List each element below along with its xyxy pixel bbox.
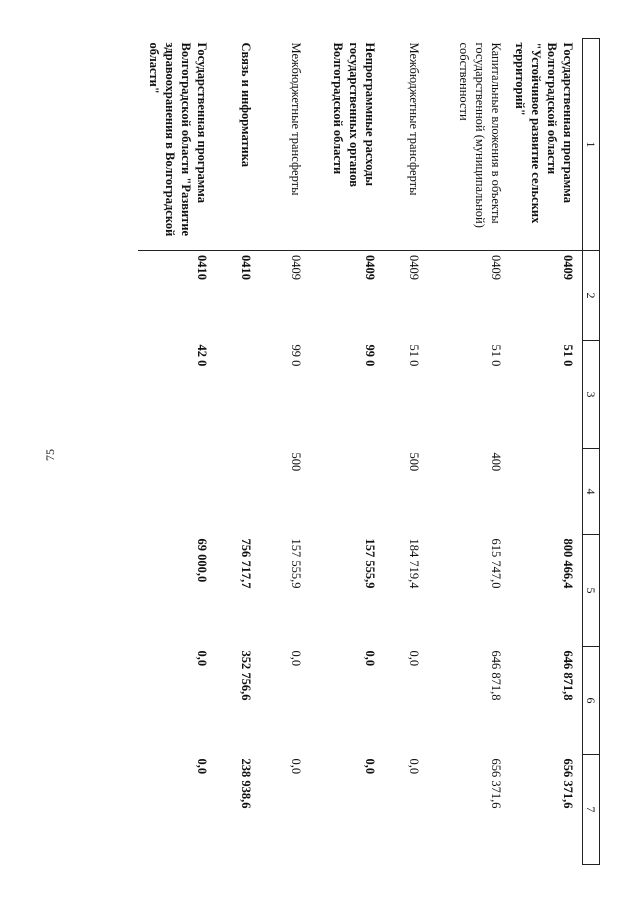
amount-col7: 656 371,6 bbox=[489, 758, 503, 809]
col-header-5: 5 bbox=[583, 535, 600, 647]
expense-type bbox=[210, 449, 254, 535]
amount-col7: 238 938,6 bbox=[239, 758, 253, 809]
row-name: Межбюджетные трансферты bbox=[382, 39, 422, 251]
rotated-budget-table bbox=[64, 38, 600, 864]
amount-col5: 157 555,9 bbox=[289, 538, 303, 589]
expense-type: 400 bbox=[489, 452, 503, 472]
program-code: 51 0 bbox=[489, 344, 503, 367]
section-code: 0409 bbox=[363, 255, 377, 280]
amount-col7: 656 371,6 bbox=[561, 758, 575, 809]
table-row bbox=[254, 39, 304, 865]
table-row bbox=[304, 39, 382, 865]
row-name: Межбюджетные трансферты bbox=[254, 39, 304, 251]
col-header-7: 7 bbox=[583, 755, 600, 865]
expense-type: 500 bbox=[289, 452, 303, 472]
table-row bbox=[382, 39, 422, 865]
section-code: 0410 bbox=[195, 255, 209, 280]
col-header-4: 4 bbox=[583, 449, 600, 535]
budget-table bbox=[138, 38, 600, 865]
amount-col6: 0,0 bbox=[195, 650, 209, 667]
table-row bbox=[422, 39, 504, 865]
expense-type bbox=[504, 449, 583, 535]
amount-col6: 0,0 bbox=[407, 650, 421, 667]
col-header-1: 1 bbox=[583, 39, 600, 251]
amount-col6: 646 871,8 bbox=[561, 650, 575, 701]
amount-col7: 0,0 bbox=[363, 758, 377, 775]
amount-col5: 69 000,0 bbox=[195, 538, 209, 583]
row-name: Государственная программа Волгоградской области "Развитие здравоохранения в Волгоградской области" bbox=[138, 39, 210, 251]
program-code: 99 0 bbox=[363, 344, 377, 367]
program-code: 99 0 bbox=[289, 344, 303, 367]
header-row bbox=[583, 39, 600, 865]
amount-col6: 352 756,6 bbox=[239, 650, 253, 701]
amount-col7: 0,0 bbox=[289, 758, 303, 775]
amount-col6: 646 871,8 bbox=[489, 650, 503, 701]
amount-col7: 0,0 bbox=[407, 758, 421, 775]
col-header-3: 3 bbox=[583, 341, 600, 449]
amount-col5: 184 719,4 bbox=[407, 538, 421, 589]
program-code bbox=[210, 341, 254, 449]
program-code: 42 0 bbox=[195, 344, 209, 367]
section-code: 0410 bbox=[239, 255, 253, 280]
row-name: Капитальные вложения в объекты государственной (муниципальной) собственности bbox=[422, 39, 504, 251]
amount-col5: 800 466,4 bbox=[561, 538, 575, 589]
table-row bbox=[138, 39, 210, 865]
expense-type: 500 bbox=[407, 452, 421, 472]
amount-col6: 0,0 bbox=[363, 650, 377, 667]
col-header-6: 6 bbox=[583, 647, 600, 755]
amount-col5: 615 747,0 bbox=[489, 538, 503, 589]
amount-col6: 0,0 bbox=[289, 650, 303, 667]
page-number: 75 bbox=[43, 449, 57, 461]
section-code: 0409 bbox=[489, 255, 503, 280]
amount-col5: 157 555,9 bbox=[363, 538, 377, 589]
row-name: Связь и информатика bbox=[210, 39, 254, 251]
expense-type bbox=[138, 449, 210, 535]
section-code: 0409 bbox=[561, 255, 575, 280]
amount-col7: 0,0 bbox=[195, 758, 209, 775]
row-name: Государственная программа Волгоградской области "Устойчивое развитие сельских территорий" bbox=[504, 39, 583, 251]
program-code: 51 0 bbox=[561, 344, 575, 367]
table-row bbox=[210, 39, 254, 865]
amount-col5: 756 717,7 bbox=[239, 538, 253, 589]
row-name: Непрограммные расходы государственных органов Волгоградской области bbox=[304, 39, 382, 251]
table-row bbox=[504, 39, 583, 865]
section-code: 0409 bbox=[289, 255, 303, 280]
section-code: 0409 bbox=[407, 255, 421, 280]
program-code: 51 0 bbox=[407, 344, 421, 367]
expense-type bbox=[304, 449, 382, 535]
col-header-2: 2 bbox=[583, 251, 600, 341]
